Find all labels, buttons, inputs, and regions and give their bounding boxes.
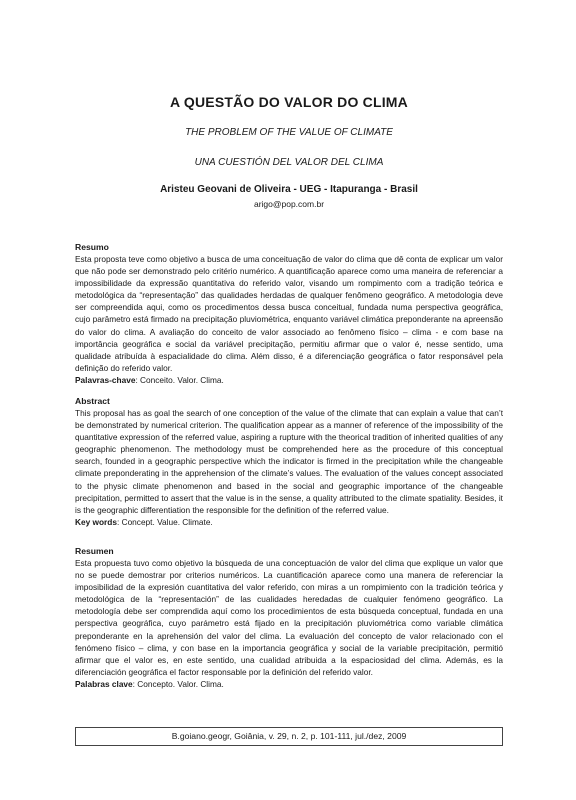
resumen-keywords-text: : Concepto. Valor. Clima. <box>132 678 224 689</box>
article-title: A QUESTÃO DO VALOR DO CLIMA <box>170 94 408 110</box>
resumen-heading: Resumen <box>75 546 114 556</box>
article-title-spanish: UNA CUESTIÓN DEL VALOR DEL CLIMA <box>194 157 384 168</box>
resumo-body: Esta proposta teve como objetivo a busca de uma conceituação de valor do clima que dê conta de explicar um valor que não pode ser demonstrado pelo critério numérico. A quantificação aparece como uma maneira de referenciar a impossibilidade da expressão quantitativa do referido valor, visando um rompimento com a tradição teórica e metodológica da “representação” das qualidades herdadas de qualquer fenômeno geográfico. A metodologia deve ser compreendida aqui, como os procedimentos dessa busca conceitual, fundada numa perspectiva geográfica, cujo parâmetro está firmado na precipitação pluviométrica, enquanto variável climática preponderante na apreensão do valor do clima. A avaliação do conceito de valor associado ao fenômeno físico – clima - e com base na importância geográfica e social da variável precipitação, permitiu afirmar que o valor é, nesse sentido, uma qualidade atribuída à espacialidade do clima. Além disso, é a diferenciação geográfica o fator responsável pela definição do referido valor. <box>75 254 503 373</box>
resumo-section <box>75 241 503 386</box>
author-email: arigo@pop.com.br <box>253 199 325 209</box>
resumo-keywords-label: Palavras-chave <box>75 374 136 385</box>
abstract-body: This proposal has as goal the search of one conception of the value of the climate that can explain a value that can’t be demonstrated by numerical criterion. The qualification appear as a manner of reference of the impossibility of the quantitative expression of the referred value, aspiring a rupture with the theorical tradition of inherited qualities of any geographic phenomenon. The methodology must be comprehended here as the procedure of this conceptual search, founded in a geographic perspective which the indicator is firmed in the precipitation while the changeable climate preponderating in the apprehension of the climate’s values. The evaluation of the values concept associated to the physic climate phenomenon and based in the social and geographic importance of the changeable precipitation, permitted to assert that the value is in the sense, a quality attributed to the climate spatiality. Besides, it is the geographic differentiation the responsible for the definition of the referred value. <box>75 408 503 515</box>
abstract-section <box>75 395 503 528</box>
resumen-keywords-label: Palabras clave <box>75 678 133 689</box>
journal-citation-box: B.goiano.geogr, Goiânia, v. 29, n. 2, p. 101-111, jul./dez, 2009 <box>75 727 503 746</box>
author-line: Aristeu Geovani de Oliveira - UEG - Itapuranga - Brasil <box>160 184 418 195</box>
abstract-keywords-label: Key words <box>75 516 117 527</box>
resumo-keywords-text: : Conceito. Valor. Clima. <box>135 374 224 385</box>
resumen-section <box>75 545 503 690</box>
resumen-body: Esta propuesta tuvo como objetivo la búsqueda de una conceptuación de valor del clima que explique un valor que no se puede demostrar por criterios numéricos. La cuantificación aparece como una manera de referenciar la imposibilidad de la expresión cuantitativa del valor referido, con miras a un rompimiento con la tradición teórica y metodológica de la “representación” de las cualidades heredadas de cualquier fenómeno geográfico. La metodología debe ser comprendida aquí como los procedimientos de esta búsqueda conceptual, fundada en una perspectiva geográfica, cuyo parámetro está fijado en la precipitación pluviométrica como variable climática preponderante en la aprehensión del valor del clima. La evaluación del concepto de valor relacionado con el fenómeno físico – clima, y con base en la importancia geográfica y social de la variable precipitación, permitió afirmar que el valor es, en este sentido, una cualidad atribuida a la espaciosidad del clima. Además, es la diferenciación geográfica el factor responsable por la definición del referido valor. <box>75 558 503 677</box>
abstract-keywords <box>75 516 503 528</box>
abstract-keywords-text: : Concept. Value. Climate. <box>116 516 213 527</box>
resumen-keywords <box>75 678 503 690</box>
article-title-english: THE PROBLEM OF THE VALUE OF CLIMATE <box>185 127 393 138</box>
resumo-keywords <box>75 374 503 386</box>
abstract-heading: Abstract <box>75 396 110 406</box>
resumo-heading: Resumo <box>75 242 109 252</box>
